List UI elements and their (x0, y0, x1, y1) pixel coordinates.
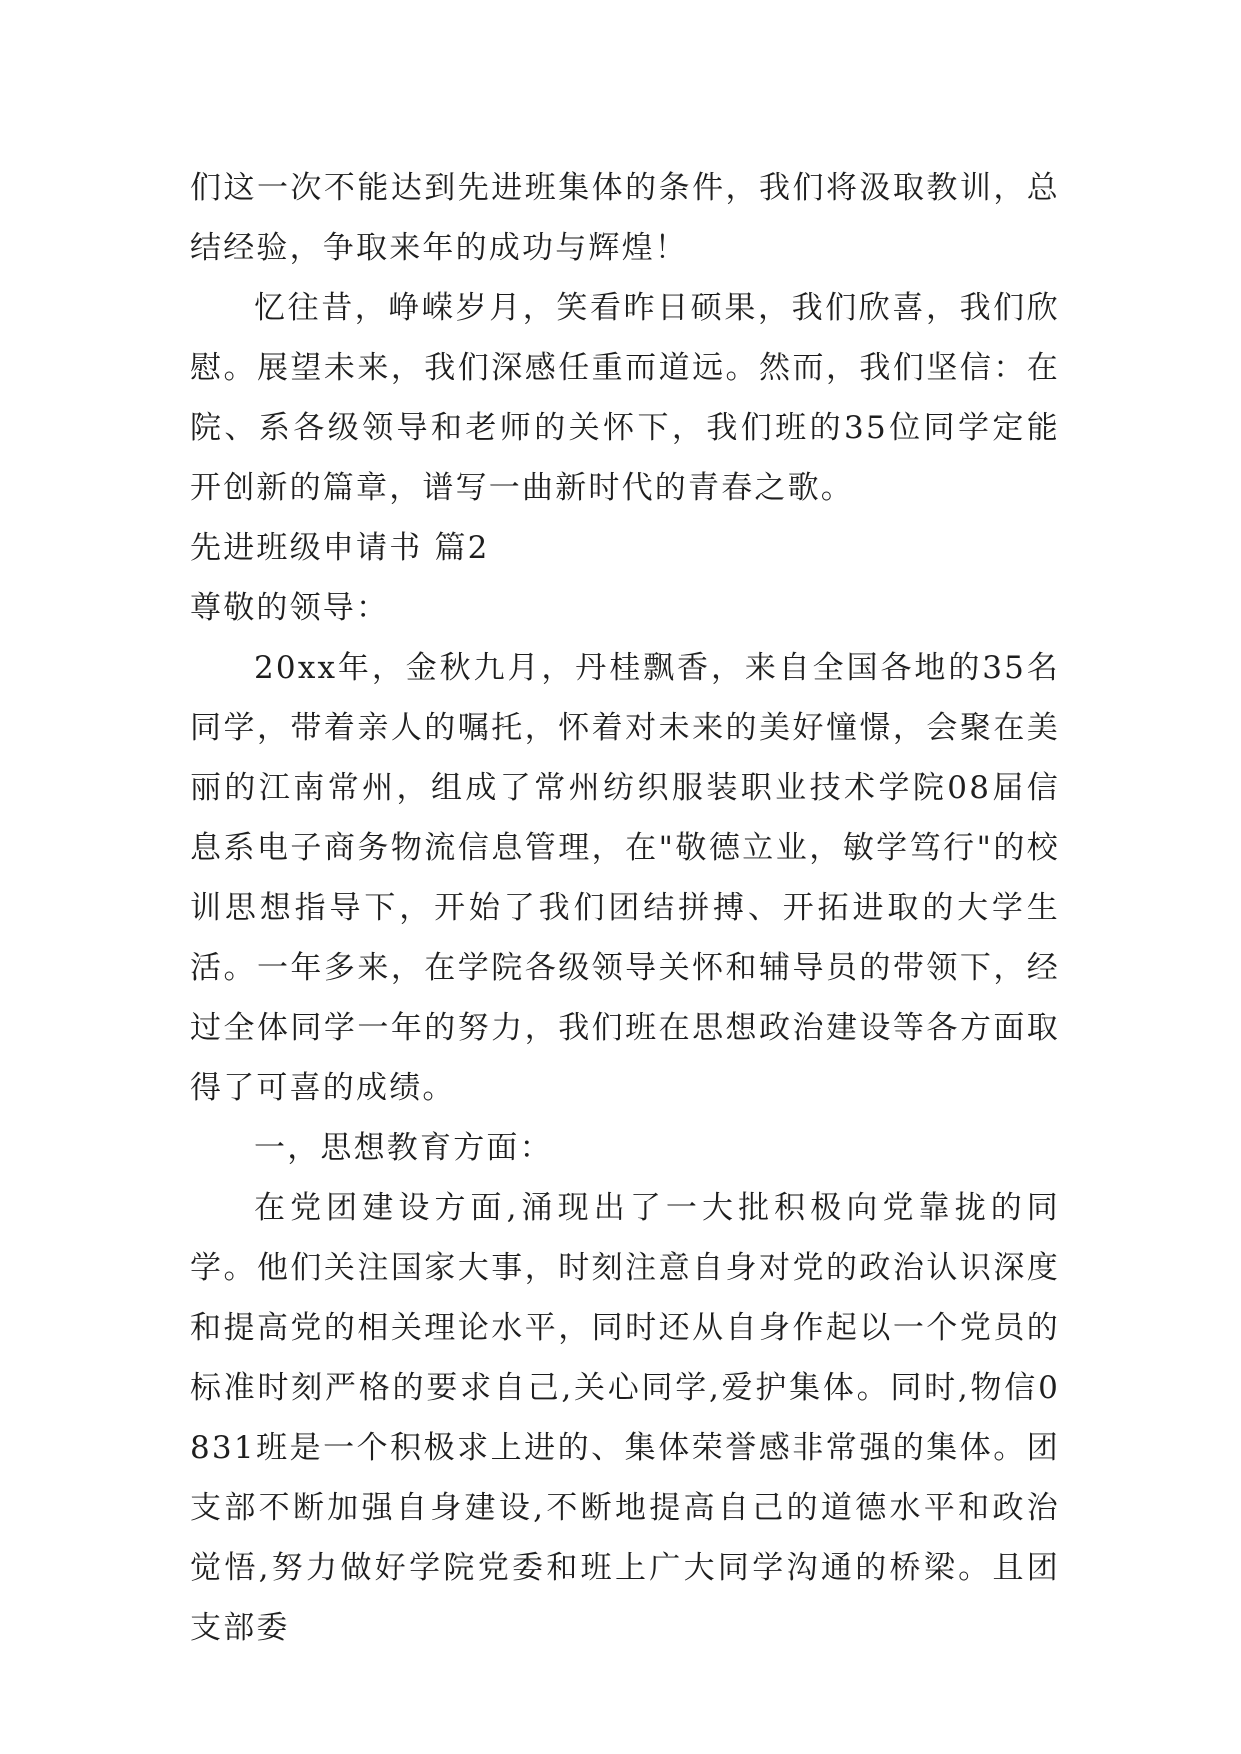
subheading-ideological-education: 一，思想教育方面： (254, 1130, 553, 1166)
paragraph-introduction: 20xx年，金秋九月，丹桂飘香，来自全国各地的35名同学，带着亲人的嘱托，怀着对未来的美好憧憬，会聚在美丽的江南常州，组成了常州纺织服装职业技术学院08届信息系电子商务物流信息管理，在"敬德立业，敏学笃行"的校训思想指导下，开始了我们团结拼搏、开拓进取的大学生活。一年多来，在学院各级领导关怀和辅导员的带领下，经过全体同学一年的努力，我们班在思想政治建设等各方面取得了可喜的成绩。 (190, 650, 1060, 1106)
salutation: 尊敬的领导： (190, 590, 390, 626)
paragraph-party-building: 在党团建设方面,涌现出了一大批积极向党靠拢的同学。他们关注国家大事，时刻注意自身对党的政治认识深度和提高党的相关理论水平，同时还从自身作起以一个党员的标准时刻严格的要求自己,关心同学,爱护集体。同时,物信0831班是一个积极求上进的、集体荣誉感非常强的集体。团支部不断加强自身建设,不断地提高自己的道德水平和政治觉悟,努力做好学院党委和班上广大同学沟通的桥梁。且团支部委 (190, 1190, 1060, 1646)
section-heading: 先进班级申请书 篇2 (190, 530, 490, 566)
paragraph-continuation: 们这一次不能达到先进班集体的条件，我们将汲取教训，总结经验，争取来年的成功与辉煌！ (190, 170, 1060, 266)
paragraph-reminiscence: 忆往昔，峥嵘岁月，笑看昨日硕果，我们欣喜，我们欣慰。展望未来，我们深感任重而道远。然而，我们坚信：在院、系各级领导和老师的关怀下，我们班的35位同学定能开创新的篇章，谱写一曲新时代的青春之歌。 (190, 290, 1060, 506)
document-body (190, 158, 1060, 1658)
